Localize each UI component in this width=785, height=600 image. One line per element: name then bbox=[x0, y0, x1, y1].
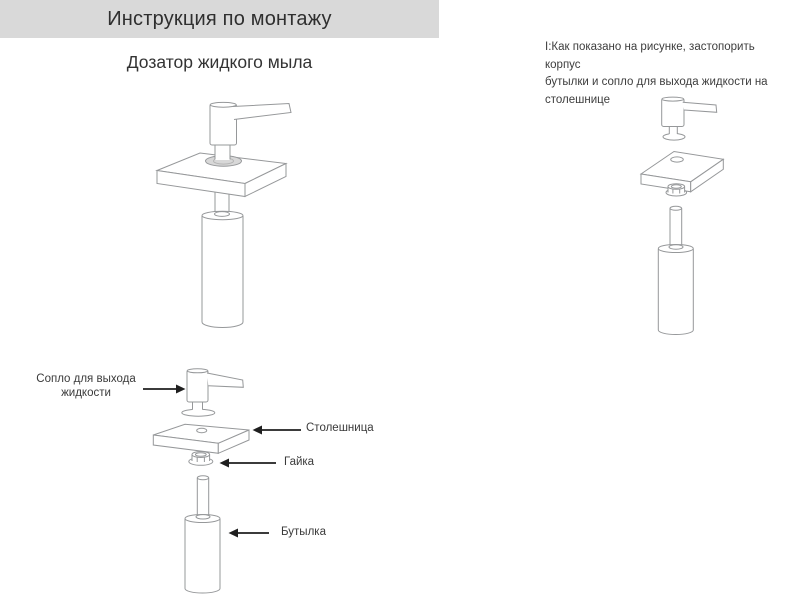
pump-drawing bbox=[662, 97, 717, 140]
left-arrow-icon bbox=[227, 526, 271, 540]
exploded-dispenser-diagram-step1 bbox=[620, 93, 750, 343]
countertop-label: Столешница bbox=[306, 422, 374, 434]
bottle-drawing bbox=[202, 211, 243, 327]
page-subtitle: Дозатор жидкого мыла bbox=[126, 52, 313, 72]
exploded-dispenser-diagram-labeled bbox=[150, 365, 285, 599]
countertop-plate-drawing bbox=[153, 424, 249, 453]
nut-drawing bbox=[189, 452, 213, 466]
nozzle-label: Сопло для выхода жидкости bbox=[36, 373, 136, 399]
page-title: Инструкция по монтажу bbox=[107, 7, 332, 30]
bottle-drawing bbox=[185, 476, 220, 593]
pump-drawing bbox=[210, 102, 291, 145]
pump-neck-drawing bbox=[215, 143, 230, 160]
nut-label: Гайка bbox=[284, 456, 315, 468]
pump-drawing bbox=[182, 369, 244, 416]
instruction-line: I:Как показано на рисунке, застопорить корпус bbox=[545, 41, 755, 71]
left-arrow-icon bbox=[251, 423, 303, 437]
right-arrow-icon bbox=[141, 382, 187, 396]
bottle-label: Бутылка bbox=[281, 526, 326, 538]
assembled-dispenser-diagram bbox=[150, 93, 300, 338]
instruction-line: столешнице bbox=[545, 93, 610, 106]
header-bar bbox=[0, 0, 439, 38]
nut-drawing bbox=[666, 184, 687, 196]
instruction-line: бутылки и сопло для выхода жидкости на bbox=[545, 76, 768, 88]
bottle-drawing bbox=[658, 206, 693, 334]
left-arrow-icon bbox=[218, 456, 278, 470]
